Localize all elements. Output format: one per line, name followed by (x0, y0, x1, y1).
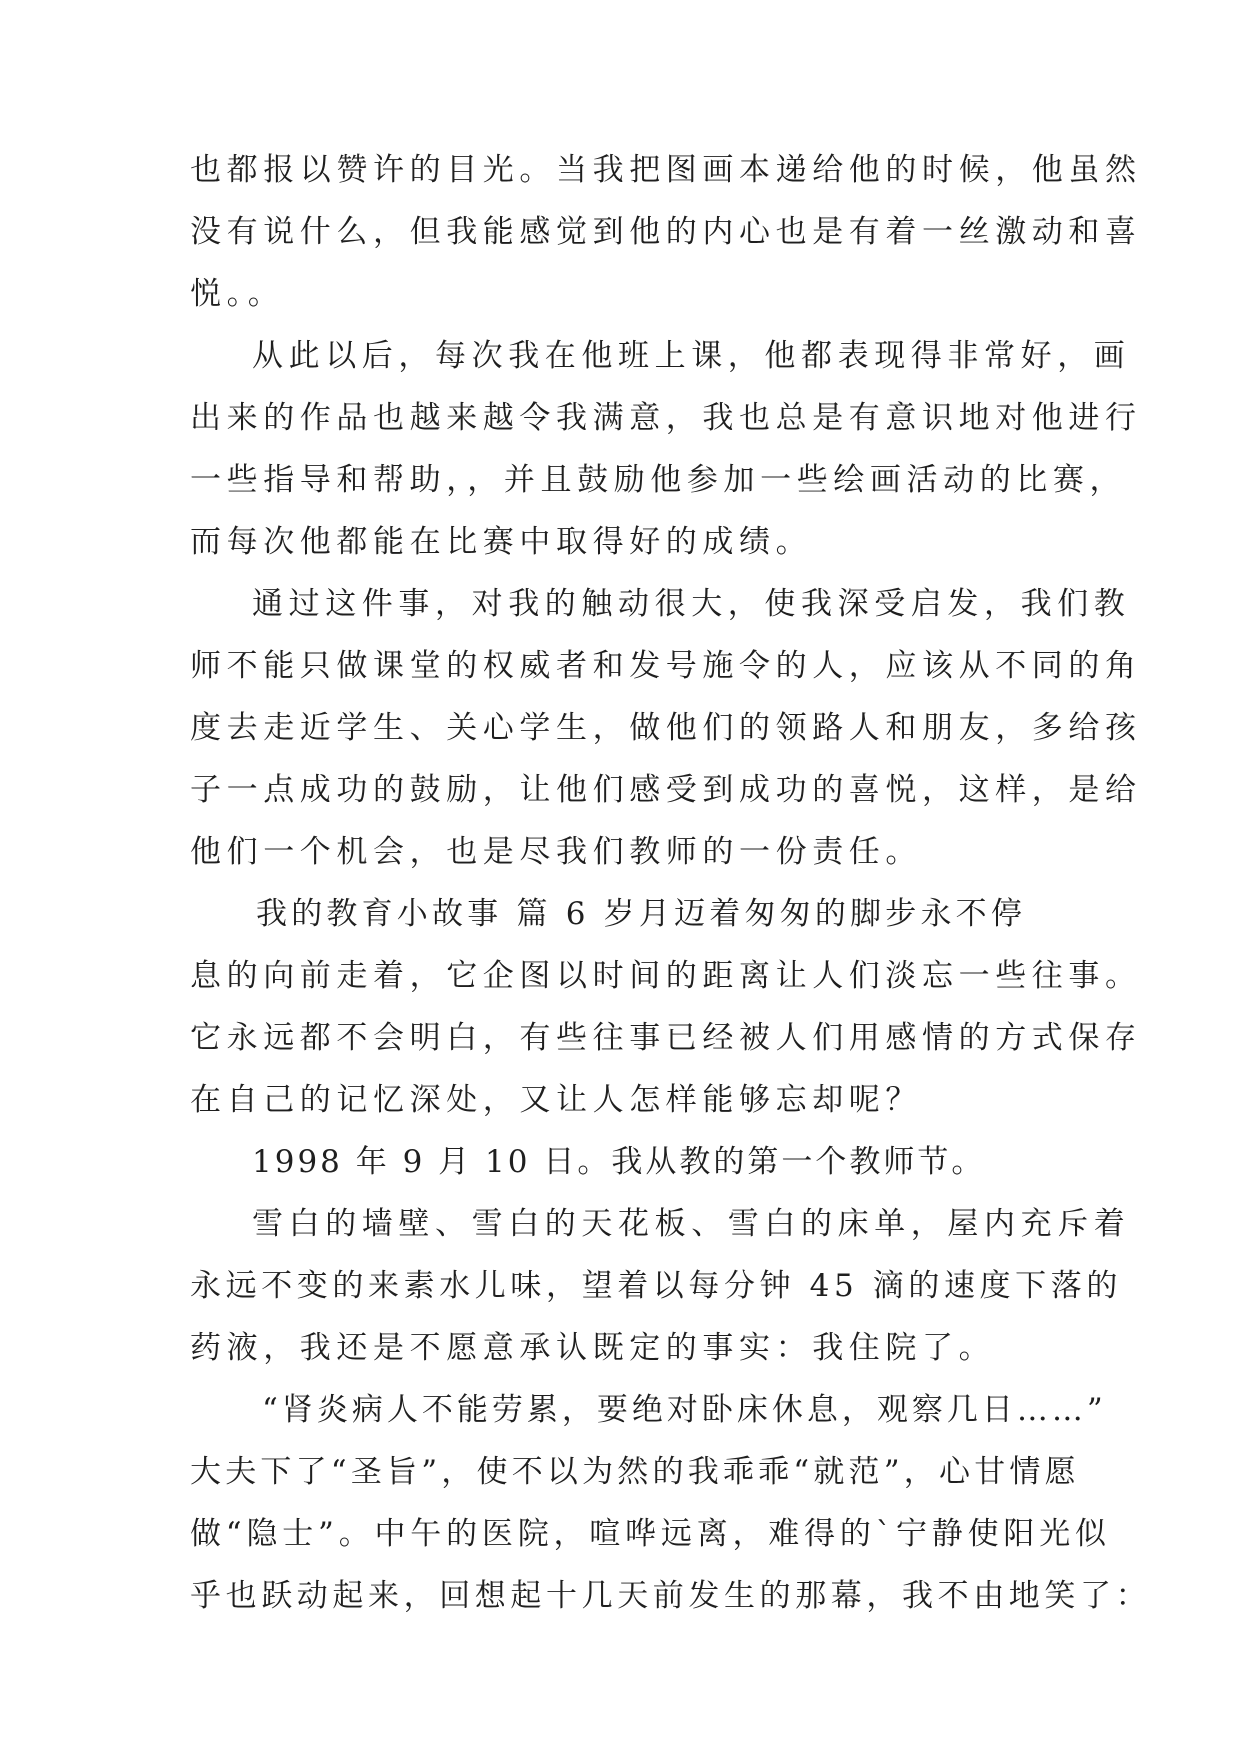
text-line: 做“隐士”。中午的医院，喧哗远离，难得的`宁静使阳光似 (190, 1516, 1111, 1552)
text-line: 乎也跃动起来，回想起十几天前发生的那幕，我不由地笑了： (190, 1578, 1152, 1614)
text-line: 没有说什么，但我能感觉到他的内心也是有着一丝激动和喜 (190, 214, 1142, 250)
text-line: 悦。。 (190, 276, 285, 312)
paragraph-first-line: 从此以后，每次我在他班上课，他都表现得非常好，画 (252, 338, 1131, 374)
text-line: 也都报以赞许的目光。当我把图画本递给他的时候，他虽然 (190, 152, 1142, 188)
quote-line: “肾炎病人不能劳累，要绝对卧床休息，观察几日……” (262, 1392, 1107, 1428)
text-line: 他们一个机会，也是尽我们教师的一份责任。 (190, 834, 922, 870)
text-line: 药液，我还是不愿意承认既定的事实：我住院了。 (190, 1330, 996, 1366)
text-line: 在自己的记忆深处，又让人怎样能够忘却呢？ (190, 1082, 922, 1118)
date-line: 1998 年 9 月 10 日。我从教的第一个教师节。 (252, 1144, 986, 1180)
text-line: 息的向前走着，它企图以时间的距离让人们淡忘一些往事。 (190, 958, 1142, 994)
text-line: 而每次他都能在比赛中取得好的成绩。 (190, 524, 813, 560)
text-line: 大夫下了“圣旨”，使不以为然的我乖乖“就范”，心甘情愿 (190, 1454, 1080, 1490)
section-heading-line: 我的教育小故事 篇 6 岁月迈着匆匆的脚步永不停 (256, 896, 1027, 932)
text-line: 一些指导和帮助，，并且鼓励他参加一些绘画活动的比赛， (190, 462, 1127, 498)
text-line: 永远不变的来素水儿味，望着以每分钟 45 滴的速度下落的 (190, 1268, 1122, 1304)
text-line: 度去走近学生、关心学生，做他们的领路人和朋友，多给孩 (190, 710, 1142, 746)
text-line: 出来的作品也越来越令我满意，我也总是有意识地对他进行 (190, 400, 1142, 436)
text-line: 子一点成功的鼓励，让他们感受到成功的喜悦，这样，是给 (190, 772, 1142, 808)
text-line: 师不能只做课堂的权威者和发号施令的人，应该从不同的角 (190, 648, 1142, 684)
paragraph-first-line: 雪白的墙壁、雪白的天花板、雪白的床单，屋内充斥着 (252, 1206, 1131, 1242)
text-line: 它永远都不会明白，有些往事已经被人们用感情的方式保存 (190, 1020, 1142, 1056)
paragraph-first-line: 通过这件事，对我的触动很大，使我深受启发，我们教 (252, 586, 1131, 622)
